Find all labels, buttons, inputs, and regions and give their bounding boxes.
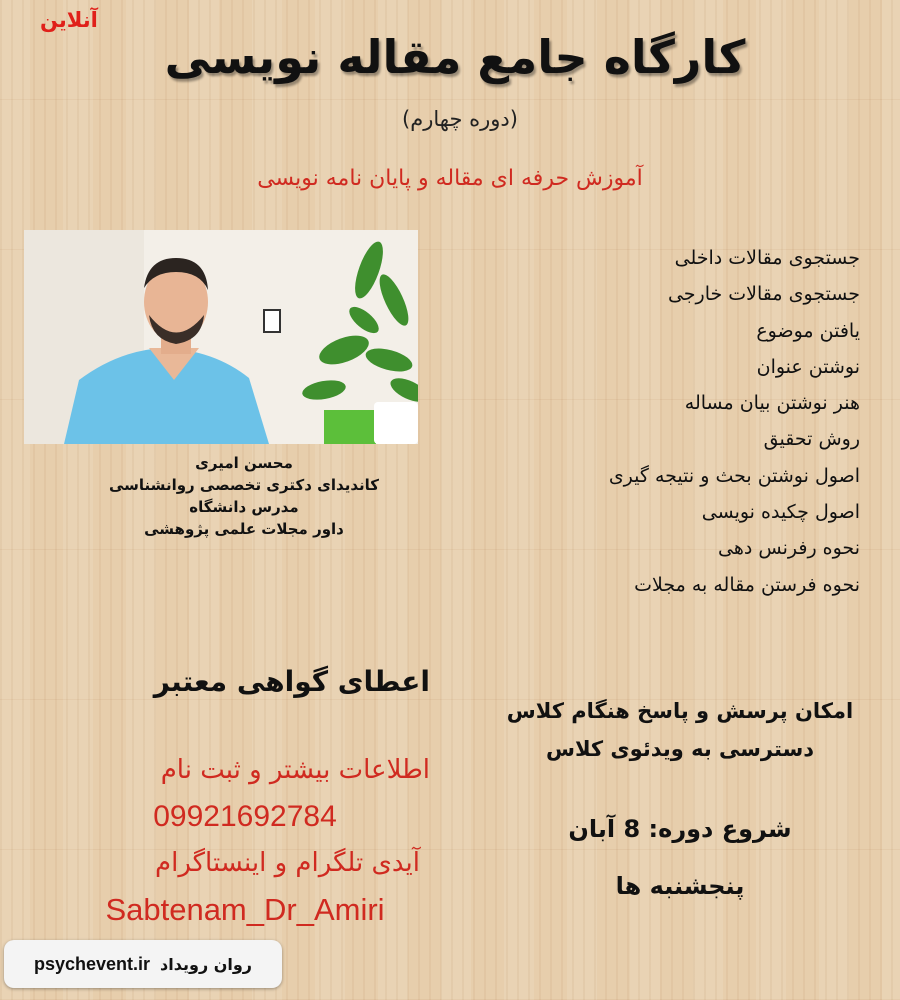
topic-item: جستجوی مقالات خارجی [667, 283, 860, 306]
topic-item: نوشتن عنوان [756, 355, 860, 378]
instructor-photo [24, 230, 418, 444]
topic-item: یافتن موضوع [756, 319, 860, 342]
topic-item: اصول نوشتن بحث و نتیجه گیری [608, 464, 860, 487]
instructor-credential: داور مجلات علمی پژوهشی [144, 520, 344, 538]
topic-item: اصول چکیده نویسی [701, 501, 860, 524]
social-id-label: آیدی تلگرام و اینستاگرام [155, 848, 420, 878]
topic-item: جستجوی مقالات داخلی [674, 247, 860, 269]
topic-item: نحوه فرستن مقاله به مجلات [634, 573, 860, 596]
more-info-label: اطلاعات بیشتر و ثبت نام [160, 755, 430, 785]
instructor-credential: کاندیدای دکتری تخصصی روانشناسی [109, 476, 379, 494]
features-block [480, 692, 880, 768]
instructor-photo-illustration [24, 230, 418, 444]
brand-site[interactable]: psychevent.ir [33, 953, 151, 974]
page-title: کارگاه جامع مقاله نویسی [164, 30, 746, 84]
topic-item: هنر نوشتن بیان مساله [684, 392, 860, 415]
topic-item: نحوه رفرنس دهی [718, 537, 860, 560]
subtitle: آموزش حرفه ای مقاله و پایان نامه نویسی [257, 166, 643, 191]
topic-item: روش تحقیق [763, 428, 860, 451]
feature-video: دسترسی به ویدئوی کلاس [545, 737, 815, 761]
edition-label: (دوره چهارم) [402, 107, 518, 131]
social-handle[interactable]: Sabtenam_Dr_Amiri [105, 892, 385, 927]
online-tag: آنلاین [40, 8, 98, 32]
instructor-credential: مدرس دانشگاه [189, 498, 299, 516]
start-date: شروع دوره: 8 آبان [568, 815, 792, 843]
topics-list [440, 240, 860, 603]
feature-qa: امکان پرسش و پاسخ هنگام کلاس [506, 699, 854, 723]
certificate-note: اعطای گواهی معتبر [153, 665, 430, 698]
instructor-name: محسن امیری [195, 454, 293, 472]
brand-name: روان رویداد [160, 954, 253, 974]
phone-number[interactable]: 09921692784 [153, 800, 337, 833]
instructor-caption [24, 452, 464, 540]
class-days: پنجشنبه ها [615, 872, 745, 900]
brand-badge[interactable] [4, 940, 282, 988]
